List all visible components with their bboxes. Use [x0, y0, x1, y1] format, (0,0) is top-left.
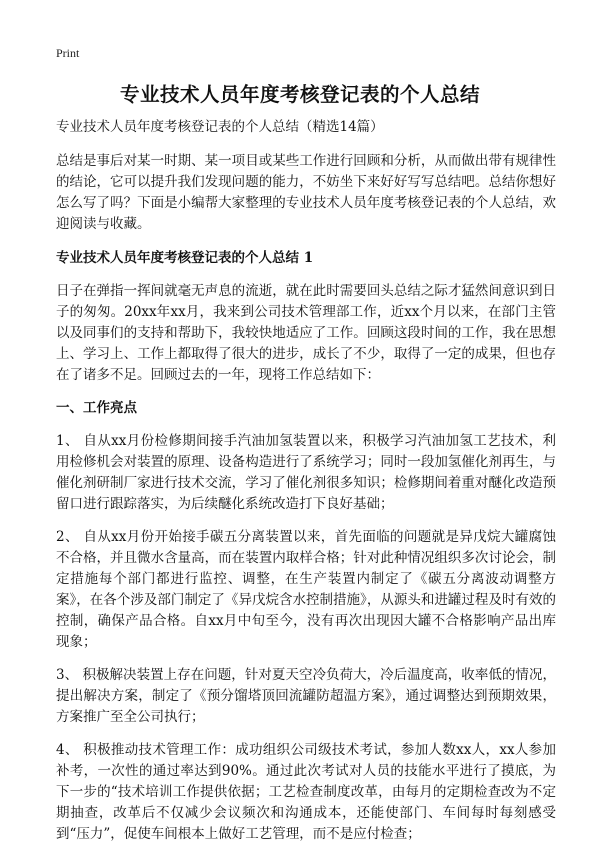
opening-paragraph: 日子在弹指一挥间就毫无声息的流逝，就在此时需要回头总结之际才猛然间意识到日子的匆匆。20xx年xx月，我来到公司技术管理部工作，近xx个月以来，在部门主管以及同事们的支持和帮助下，我较快地适应了工作。回顾这段时间的工作，我在思想上、学习上、工作上都取得了很大的进步，成长了不少，取得了一定的成果，但也存在了诸多不足。回顾过去的一年，现将工作总结如下： [56, 283, 556, 383]
article-heading: 专业技术人员年度考核登记表的个人总结 1 [56, 250, 314, 266]
section-heading-highlights: 一、工作亮点 [56, 400, 137, 416]
document-body [56, 117, 556, 857]
highlight-item-4: 4、 积极推动技术管理工作：成功组织公司级技术考试，参加人数xx人，xx人参加补考，一次性的通过率达到90%。通过此次考试对人员的技能水平进行了摸底，为下一步的“技术培训工作提供依据；工艺检查制度改革，由每月的定期检查改为不定期抽查，改革后不仅减少会议频次和沟通成本，还能使部门、车间每时每刻感受到“压力”，促使车间根本上做好工艺管理，而不是应付检查； [56, 742, 556, 842]
document-subtitle: 专业技术人员年度考核登记表的个人总结（精选14篇） [56, 119, 384, 135]
highlight-item-2: 2、 自从xx月份开始接手碳五分离装置以来，首先面临的问题就是异戊烷大罐腐蚀不合格，并且微水含量高，而在装置内取样合格；针对此种情况组织多次讨论会，制定措施每个部门都进行监控、调整，在生产装置内制定了《碳五分离波动调整方案》，在各个涉及部门制定了《异戊烷含水控制措施》，从源头和进罐过程及时有效的控制，确保产品合格。自xx月中旬至今，没有再次出现因大罐不合格影响产品出库现象； [56, 529, 556, 650]
page-title: 专业技术人员年度考核登记表的个人总结 [119, 83, 480, 106]
intro-paragraph: 总结是事后对某一时期、某一项目或某些工作进行回顾和分析，从而做出带有规律性的结论，它可以提升我们发现问题的能力，不妨坐下来好好写写总结吧。总结你想好怎么写了吗？下面是小编帮大家整理的专业技术人员年度考核登记表的个人总结，欢迎阅读与收藏。 [56, 153, 556, 232]
highlight-item-1: 1、 自从xx月份检修期间接手汽油加氢装置以来，积极学习汽油加氢工艺技术，利用检修机会对装置的原理、设备构造进行了系统学习；同时一段加氢催化剂再生，与催化剂研制厂家进行技术交流，学习了催化剂很多知识；检修期间着重对醚化改造预留口进行跟踪落实，为后续醚化系统改造打下良好基础； [56, 433, 556, 512]
highlight-item-3: 3、 积极解决装置上存在问题，针对夏天空冷负荷大，冷后温度高，收率低的情况，提出解决方案，制定了《预分馏塔顶回流罐防超温方案》，通过调整达到预期效果，方案推广至全公司执行； [56, 667, 556, 725]
print-link[interactable]: Print [56, 46, 80, 60]
